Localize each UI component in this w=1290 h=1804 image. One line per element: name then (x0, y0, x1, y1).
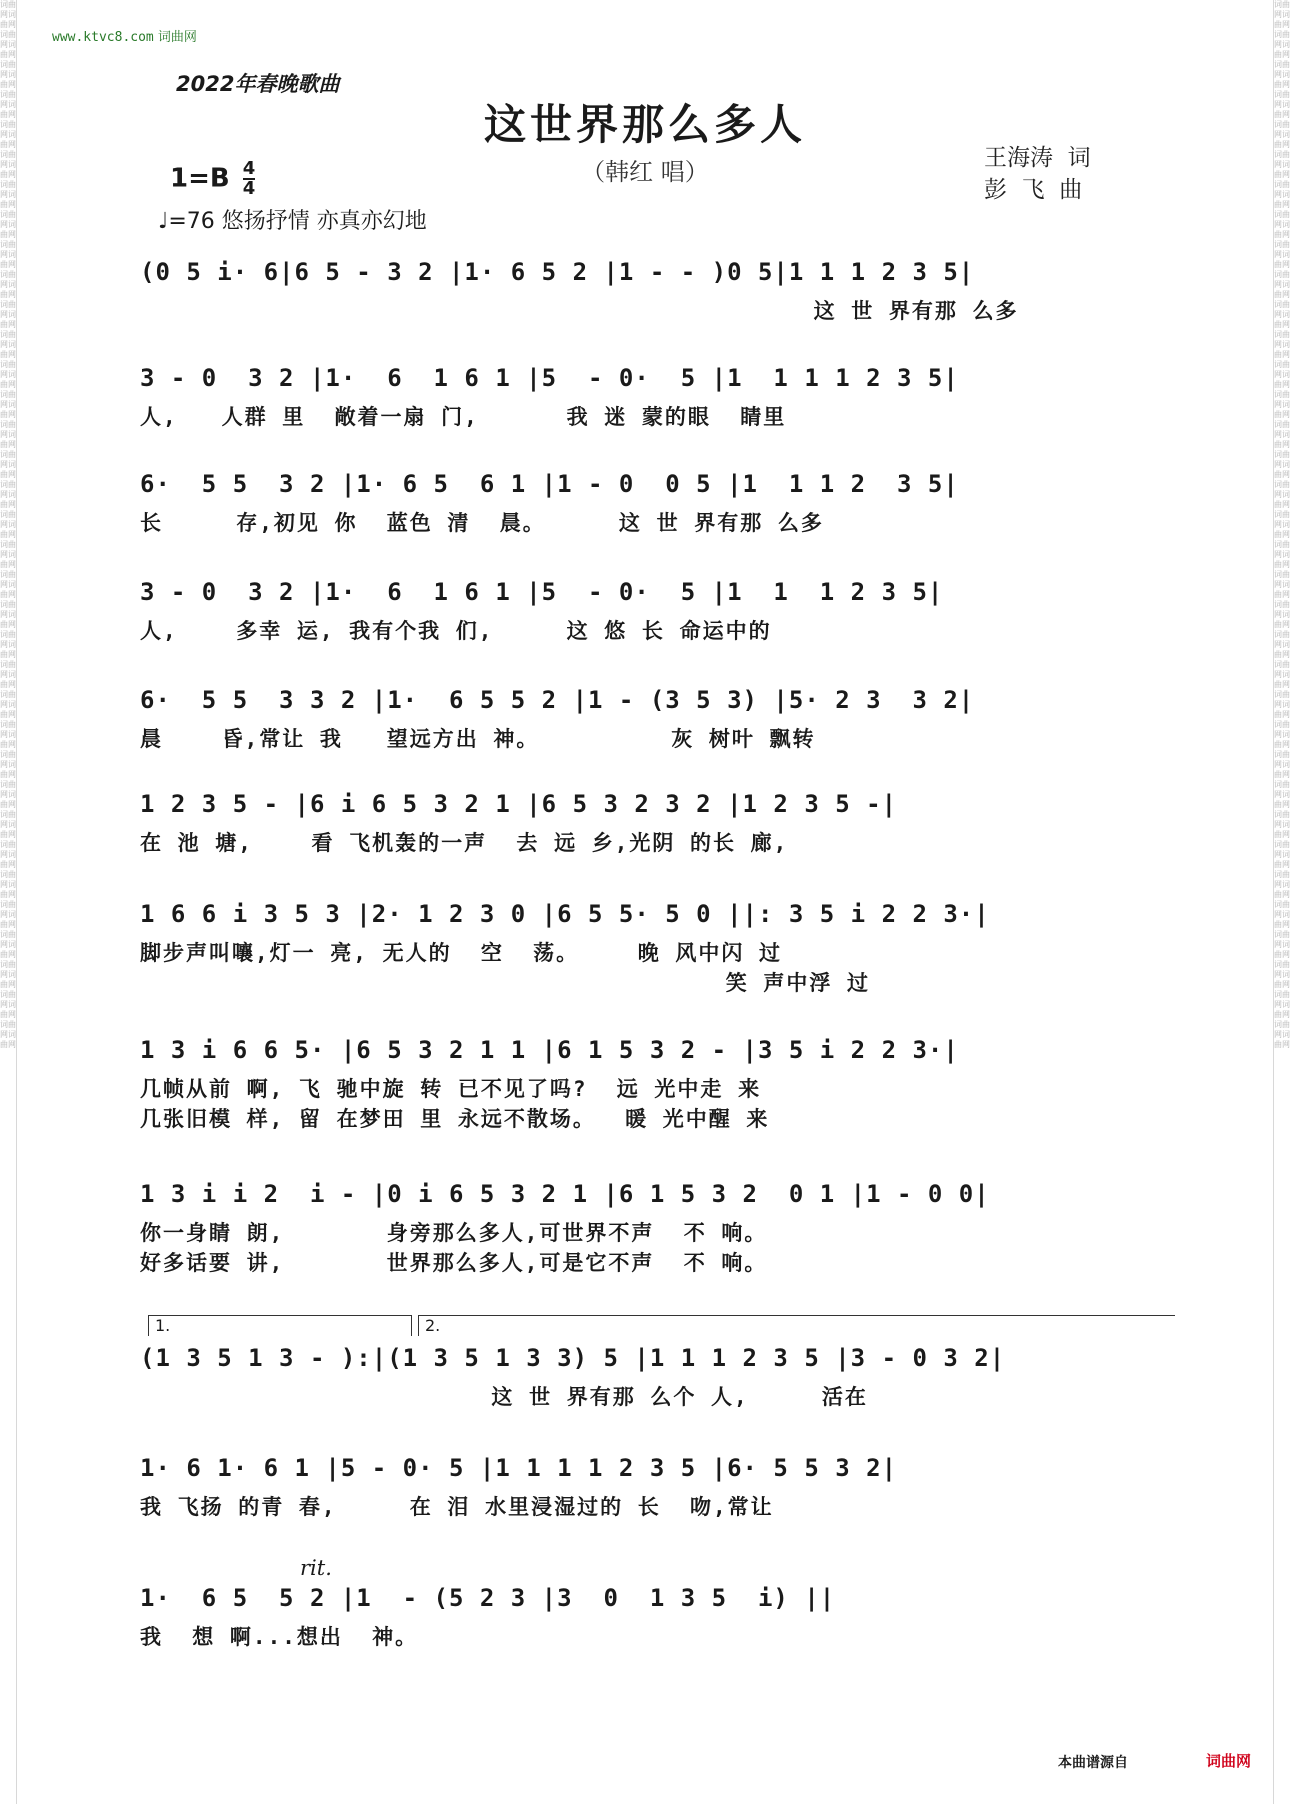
lyrics-row: 这 世 界有那 么个 人, 活在 (140, 1385, 868, 1409)
volta-first-ending: 1. (148, 1315, 412, 1336)
song-subtitle: 2022年春晚歌曲 (176, 72, 340, 96)
score-system-7 (140, 894, 1160, 998)
score-system-1 (140, 252, 1160, 326)
volta-second-ending: 2. (418, 1315, 1175, 1336)
notes-row: 6· 5 5 3 3 2 |1· 6 5 5 2 |1 - (3 5 3) |5· 2 3 3 2| (140, 686, 975, 714)
notes-row: 1 3 i 6 6 5· |6 5 3 2 1 1 |6 1 5 3 2 - |3 5 i 2 2 3·| (140, 1036, 959, 1064)
notes-row: (1 3 5 1 3 - ):|(1 3 5 1 3 3) 5 |1 1 1 2 3 5 |3 - 0 3 2| (140, 1344, 1006, 1372)
notes-row: 1· 6 5 5 2 |1 - (5 2 3 |3 0 1 3 5 i) || (140, 1584, 836, 1612)
score-system-2 (140, 358, 1160, 432)
watermark-strip-left: 词曲网词曲网词曲网词曲网词曲网词曲网词曲网词曲网词曲网词曲网词曲网词曲网词曲网词曲网词曲网词曲网词曲网词曲网词曲网词曲网词曲网词曲网词曲网词曲网词曲网词曲网词曲网词曲网词曲网词曲网词曲网词曲网词曲网词曲网词曲网词曲网词曲网词曲网词曲网词曲网词曲网词曲网词曲网词曲网词曲网词曲网词曲网词曲网词曲网词曲网词曲网词曲网词曲网词曲网词曲网词曲网词曲网词曲网词曲网词曲网词曲网词曲网词曲网词曲网词曲网词曲网词曲网词曲网词曲网词曲网 (0, 0, 16, 1049)
divider-left (16, 0, 17, 1804)
lyrics-row: 人, 人群 里 敞着一扇 门, 我 迷 蒙的眼 睛里 (140, 405, 787, 429)
lyrics-row: 我 飞扬 的青 春, 在 泪 水里浸湿过的 长 吻,常让 (140, 1495, 774, 1519)
notes-row: 1· 6 1· 6 1 |5 - 0· 5 |1 1 1 1 2 3 5 |6· 5 5 3 2| (140, 1454, 898, 1482)
notes-row: (0 5 i· 6|6 5 - 3 2 |1· 6 5 2 |1 - - )0 5|1 1 1 2 3 5| (140, 258, 975, 286)
notes-row: 3 - 0 3 2 |1· 6 1 6 1 |5 - 0· 5 |1 1 1 1 2 3 5| (140, 364, 959, 392)
lyrics-row-verse-2: 好多话要 讲, 世界那么多人,可是它不声 不 响。 (140, 1251, 768, 1275)
lyrics-row: 在 池 塘, 看 飞机轰的一声 去 远 乡,光阴 的长 廊, (140, 831, 789, 855)
score-system-6 (140, 784, 1160, 858)
site-header[interactable] (52, 26, 197, 45)
time-signature (243, 160, 256, 198)
notes-row: 1 3 i i 2 i - |0 i 6 5 3 2 1 |6 1 5 3 2 0 1 |1 - 0 0| (140, 1180, 990, 1208)
rit-marking: rit. (300, 1556, 332, 1580)
notes-row: 1 6 6 i 3 5 3 |2· 1 2 3 0 |6 5 5· 5 0 ||: 3 5 i 2 2 3·| (140, 900, 990, 928)
volta-brackets (148, 1315, 1168, 1335)
footer-logo[interactable]: 词曲网 (1206, 1752, 1252, 1770)
score-system-4 (140, 572, 1160, 646)
lyrics-row: 我 想 啊...想出 神。 (140, 1625, 419, 1649)
lyrics-row-verse-2: 几张旧模 样, 留 在梦田 里 永远不散场。 暖 光中醒 来 (140, 1107, 770, 1131)
score-system-8 (140, 1030, 1160, 1134)
notes-row: 3 - 0 3 2 |1· 6 1 6 1 |5 - 0· 5 |1 1 1 2 3 5| (140, 578, 944, 606)
notes-row: 1 2 3 5 - |6 i 6 5 3 2 1 |6 5 3 2 3 2 |1 2 3 5 -| (140, 790, 898, 818)
singer: （韩红 唱） (581, 158, 709, 186)
lyrics-row: 几帧从前 啊, 飞 驰中旋 转 已不见了吗? 远 光中走 来 (140, 1077, 762, 1101)
score-system-9 (140, 1174, 1160, 1278)
lyrics-row: 晨 昏,常让 我 望远方出 神。 灰 树叶 飘转 (140, 727, 816, 751)
footer-source: 本曲谱源自 (1058, 1755, 1128, 1771)
song-title: 这世界那么多人 (483, 100, 806, 149)
lyrics-row-verse-2: 笑 声中浮 过 (140, 971, 871, 995)
lyrics-row: 长 存,初见 你 蓝色 清 晨。 这 世 界有那 么多 (140, 511, 824, 535)
key-label: 1=B (170, 163, 230, 194)
lyrics-row: 这 世 界有那 么多 (140, 299, 1019, 323)
site-domain: www.ktvc8.com (52, 30, 154, 45)
score-system-12 (140, 1578, 1160, 1652)
credits (984, 142, 1091, 206)
site-name: 词曲网 (157, 30, 197, 45)
watermark-strip-right: 词曲网词曲网词曲网词曲网词曲网词曲网词曲网词曲网词曲网词曲网词曲网词曲网词曲网词曲网词曲网词曲网词曲网词曲网词曲网词曲网词曲网词曲网词曲网词曲网词曲网词曲网词曲网词曲网词曲网词曲网词曲网词曲网词曲网词曲网词曲网词曲网词曲网词曲网词曲网词曲网词曲网词曲网词曲网词曲网词曲网词曲网词曲网词曲网词曲网词曲网词曲网词曲网词曲网词曲网词曲网词曲网词曲网词曲网词曲网词曲网词曲网词曲网词曲网词曲网词曲网词曲网词曲网词曲网词曲网词曲网 (1274, 0, 1290, 1049)
score-system-11 (140, 1448, 1160, 1522)
lyrics-row: 人, 多幸 运, 我有个我 们, 这 悠 长 命运中的 (140, 619, 772, 643)
score-system-5 (140, 680, 1160, 754)
tempo-marking: ♩=76 悠扬抒情 亦真亦幻地 (158, 209, 427, 234)
lyrics-row: 你一身睛 朗, 身旁那么多人,可世界不声 不 响。 (140, 1221, 768, 1245)
score-system-10 (140, 1338, 1160, 1412)
lyrics-row: 脚步声叫嚷,灯一 亮, 无人的 空 荡。 晚 风中闪 过 (140, 941, 783, 965)
lyricist: 王海涛 词 (984, 145, 1091, 171)
score-system-3 (140, 464, 1160, 538)
time-numerator: 4 (242, 158, 256, 179)
composer: 彭 飞 曲 (984, 177, 1083, 203)
time-denominator: 4 (242, 178, 256, 199)
key-signature (170, 160, 255, 198)
notes-row: 6· 5 5 3 2 |1· 6 5 6 1 |1 - 0 0 5 |1 1 1 2 3 5| (140, 470, 959, 498)
